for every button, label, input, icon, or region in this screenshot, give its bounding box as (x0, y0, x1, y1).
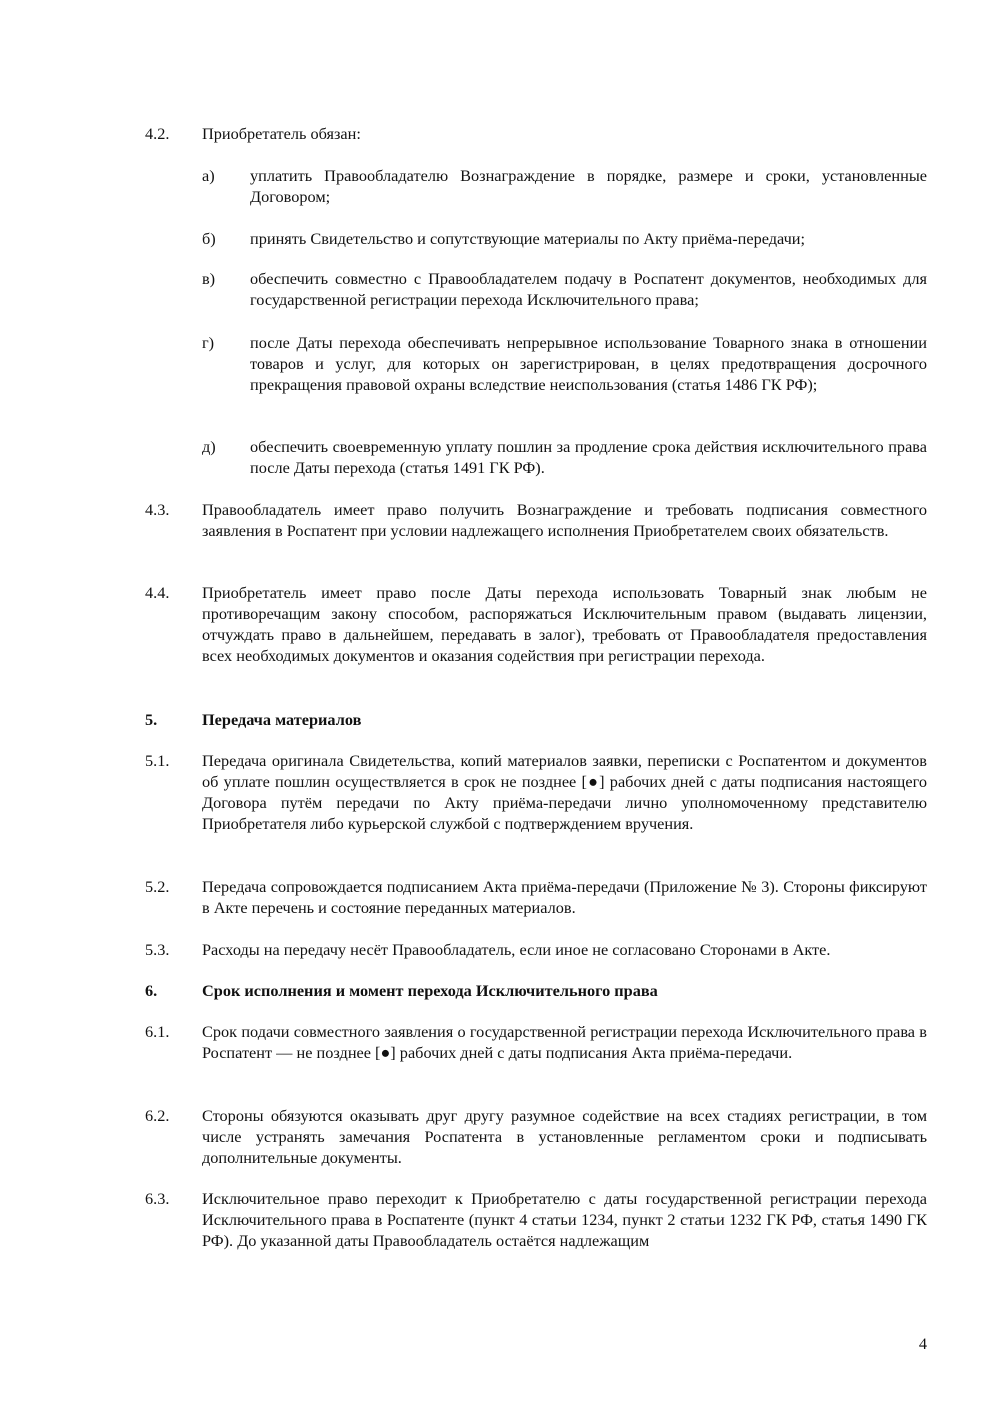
clause-number: 4.3. (145, 500, 170, 519)
clause-text: Расходы на передачу несёт Правообладатель, если иное не согласовано Сторонами в Акте. (202, 940, 831, 959)
clause-6-1 (145, 1021, 927, 1063)
clause-number: 4.2. (145, 124, 170, 143)
subitem-letter: д) (202, 437, 216, 456)
clause-number: 5.2. (145, 877, 170, 896)
clause-number: 4.4. (145, 583, 170, 602)
clause-6-3 (145, 1188, 927, 1251)
section-title: Срок исполнения и момент перехода Исключительного права (202, 981, 658, 1000)
section-5-heading (145, 709, 927, 730)
subitem-a (202, 165, 927, 207)
section-title: Передача материалов (202, 710, 362, 729)
clause-4-2 (145, 123, 927, 144)
subitem-b (202, 228, 927, 249)
subitem-g (202, 332, 927, 395)
clause-4-4 (145, 582, 927, 666)
clause-6-2 (145, 1105, 927, 1168)
clause-text: Приобретатель имеет право после Даты перехода использовать Товарный знак любым не противоречащим закону способом, распоряжаться Исключительным правом (выдавать лицензии, отчуждать право в дальнейшем, передавать в залог), требовать от Правообладателя предоставления всех необходимых документов и оказания содействия при регистрации перехода. (202, 583, 927, 665)
subitem-letter: в) (202, 269, 216, 288)
clause-text: Правообладатель имеет право получить Вознаграждение и требовать подписания совместного заявления в Роспатент при условии надлежащего исполнения Приобретателем своих обязательств. (202, 500, 927, 540)
section-6-heading (145, 980, 927, 1001)
clause-number: 6.1. (145, 1022, 170, 1041)
subitem-d (202, 436, 927, 478)
subitem-text: после Даты перехода обеспечивать непрерывное использование Товарного знака в отношении товаров и услуг, для которых он зарегистрирован, в целях предотвращения досрочного прекращения правовой охраны вследствие неиспользования (статья 1486 ГК РФ); (250, 333, 927, 394)
clause-number: 5.1. (145, 751, 170, 770)
subitem-v (202, 268, 927, 310)
clause-5-1 (145, 750, 927, 834)
subitem-text: обеспечить своевременную уплату пошлин за продление срока действия исключительного права после Даты перехода (статья 1491 ГК РФ). (250, 437, 927, 477)
clause-5-2 (145, 876, 927, 918)
subitem-letter: г) (202, 333, 215, 352)
section-number: 6. (145, 981, 158, 1000)
subitem-letter: б) (202, 229, 216, 248)
subitem-letter: а) (202, 166, 215, 185)
clause-number: 6.2. (145, 1106, 170, 1125)
subitem-text: обеспечить совместно с Правообладателем подачу в Роспатент документов, необходимых для государственной регистрации перехода Исключительного права; (250, 269, 927, 309)
clause-4-3 (145, 499, 927, 541)
page-number: 4 (918, 1334, 927, 1353)
clause-text: Исключительное право переходит к Приобретателю с даты государственной регистрации перехода Исключительного права в Роспатенте (пункт 4 статьи 1234, пункт 2 статьи 1232 ГК РФ, статья 1490 ГК РФ). До указанной даты Правообладатель остаётся надлежащим (202, 1189, 927, 1250)
clause-text: Срок подачи совместного заявления о государственной регистрации перехода Исключительного права в Роспатент — не позднее [●] рабочих дней с даты подписания Акта приёма-передачи. (202, 1022, 927, 1062)
clause-number: 5.3. (145, 940, 170, 959)
clause-number: 6.3. (145, 1189, 170, 1208)
section-number: 5. (145, 710, 158, 729)
clause-5-3 (145, 939, 927, 960)
clause-text: Передача сопровождается подписанием Акта приёма-передачи (Приложение № 3). Стороны фиксируют в Акте перечень и состояние переданных материалов. (202, 877, 927, 917)
clause-text: Передача оригинала Свидетельства, копий материалов заявки, переписки с Роспатентом и документов об уплате пошлин осуществляется в срок не позднее [●] рабочих дней с даты подписания настоящего Договора путём передачи по Акту приёма-передачи лично уполномоченному представителю Приобретателя либо курьерской службой с подтверждением вручения. (202, 751, 927, 833)
clause-text: Приобретатель обязан: (202, 124, 361, 143)
subitem-text: уплатить Правообладателю Вознаграждение в порядке, размере и сроки, установленные Договором; (250, 166, 927, 206)
subitem-text: принять Свидетельство и сопутствующие материалы по Акту приёма-передачи; (250, 229, 806, 248)
clause-text: Стороны обязуются оказывать друг другу разумное содействие на всех стадиях регистрации, в том числе устранять замечания Роспатента в установленные регламентом сроки и подписывать дополнительные документы. (202, 1106, 927, 1167)
